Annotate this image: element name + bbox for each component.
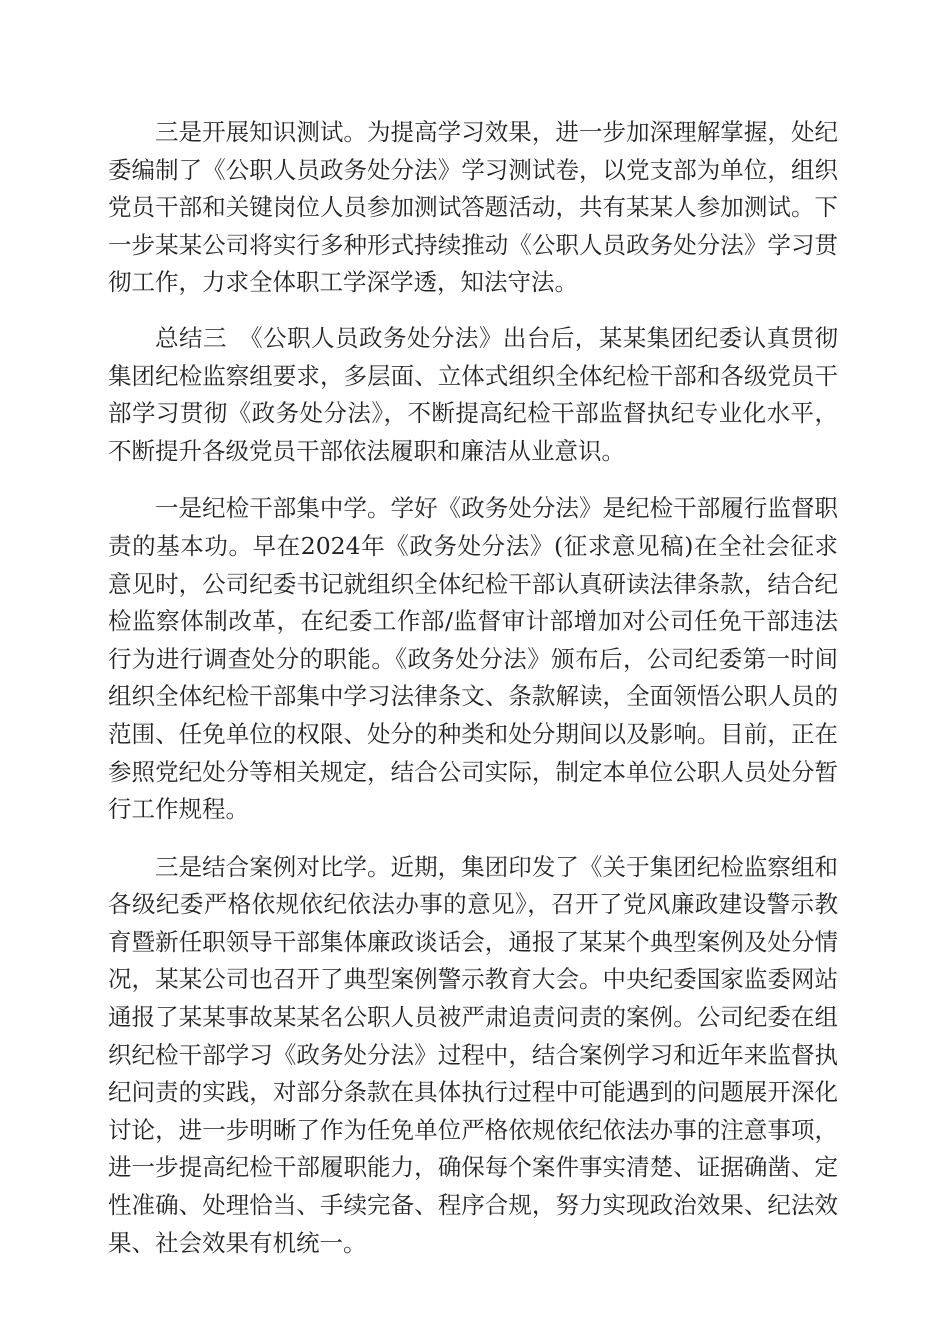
paragraph-summary-three: 总结三 《公职人员政务处分法》出台后，某某集团纪委认真贯彻集团纪检监察组要求，多层面、立体式组织全体纪检干部和各级党员干部学习贯彻《政务处分法》，不断提高纪检干部监督执纪专业化水平，不断提升各级党员干部依法履职和廉洁从业意识。 [108,323,838,465]
paragraph-cadre-study: 一是纪检干部集中学。学好《政务处分法》是纪检干部履行监督职责的基本功。早在2024年《政务处分法》(征求意见稿)在全社会征求意见时，公司纪委书记就组织全体纪检干部认真研读法律条款，结合纪检监察体制改革，在纪委工作部/监督审计部增加对公司任免干部违法行为进行调查处分的职能。《政务处分法》颁布后，公司纪委第一时间组织全体纪检干部集中学习法律条文、条款解读，全面领悟公职人员的范围、任免单位的权限、处分的种类和处分期间以及影响。目前，正在参照党纪处分等相关规定，结合公司实际，制定本单位公职人员处分暂行工作规程。 [108,494,838,824]
document-body [108,114,838,1280]
paragraph-knowledge-test: 三是开展知识测试。为提高学习效果，进一步加深理解掌握，处纪委编制了《公职人员政务处分法》学习测试卷，以党支部为单位，组织党员干部和关键岗位人员参加测试答题活动，共有某某人参加测试。下一步某某公司将实行多种形式持续推动《公职人员政务处分法》学习贯彻工作，力求全体职工学深学透，知法守法。 [108,118,838,297]
paragraph-case-study: 三是结合案例对比学。近期，集团印发了《关于集团纪检监察组和各级纪委严格依规依纪依法办事的意见》，召开了党风廉政建设警示教育暨新任职领导干部集体廉政谈话会，通报了某某个典型案例及处分情况，某某公司也召开了典型案例警示教育大会。中央纪委国家监委网站通报了某某事故某某名公职人员被严肃追责问责的案例。公司纪委在组织纪检干部学习《政务处分法》过程中，结合案例学习和近年来监督执纪问责的实践，对部分条款在具体执行过程中可能遇到的问题展开深化讨论，进一步明晰了作为任免单位严格依规依纪依法办事的注意事项，进一步提高纪检干部履职能力，确保每个案件事实清楚、证据确凿、定性准确、处理恰当、手续完备、程序合规，努力实现政治效果、纪法效果、社会效果有机统一。 [108,852,838,1257]
